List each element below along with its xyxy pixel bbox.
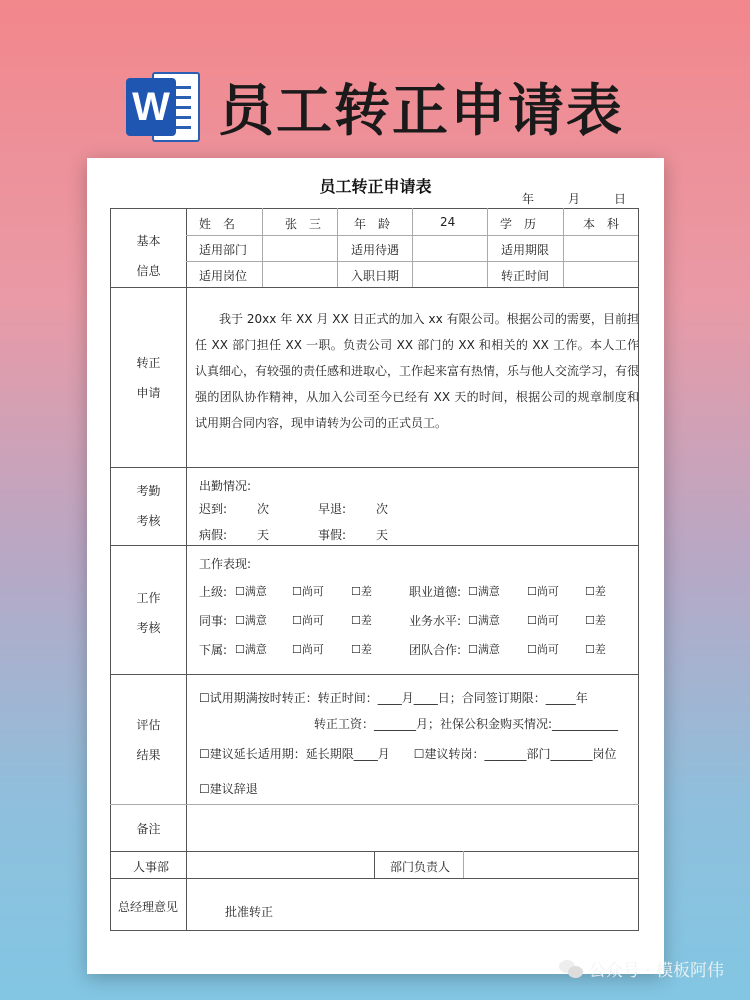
join-date-label: 入职日期 [351,269,400,283]
education-value: 本 科 [583,217,620,231]
option-acceptable[interactable]: ☐尚可 [292,585,324,598]
section-application: 转正 申请 [136,356,161,400]
option-poor[interactable]: ☐差 [585,614,606,627]
option-satisfied[interactable]: ☐满意 [468,585,500,598]
option-poor[interactable]: ☐差 [585,643,606,656]
eval-salary: 转正工资：_______月；社保公积金购买情况:___________ [314,717,619,731]
dept-head-label: 部门负责人 [390,860,451,874]
section-evaluation: 评估 结果 [136,718,161,762]
work-heading: 工作表现: [199,557,252,571]
section-basic: 基本 信息 [136,234,161,278]
banner [0,62,750,152]
eval-extend[interactable]: ☐建议延长适用期：延长期限____月 ☐建议转岗：_______部门_______岗位 [199,747,617,761]
sick-unit: 天 [257,528,270,542]
period-label: 适用期限 [501,243,550,257]
application-text: 我于 20xx 年 XX 月 XX 日正式的加入 xx 有限公司。根据公司的需要，目前担任 XX 部门担任 XX 一职。负责公司 XX 部门的 XX 和相关的 XX 工作。本人工作认真细心，有较强的责任感和进取心，工作起来富有热情，乐与他人交流学习，有很强的团队协作精神，从加入公司至今已经有 XX 天的时间，根据公司的规章制度和试用期合同内容，现申请转为公司的正式员工。 [195,312,640,430]
gm-label: 总经理意见 [118,900,179,914]
dept-label: 适用部门 [199,243,248,257]
remarks-label: 备注 [136,822,161,836]
option-satisfied[interactable]: ☐满意 [235,643,267,656]
option-acceptable[interactable]: ☐尚可 [527,614,559,627]
post-label: 适用岗位 [199,269,248,283]
footer-watermark: 公众号 · 模板阿伟 [559,956,724,981]
late-unit: 次 [257,502,270,516]
date-line: 年 月 日 [521,192,626,206]
benefit-label: 适用待遇 [351,243,400,257]
option-poor[interactable]: ☐差 [585,585,606,598]
word-doc-icon: W [126,68,204,146]
option-poor[interactable]: ☐差 [351,614,372,627]
section-work: 工作 考核 [136,591,161,635]
late-label: 迟到: [199,502,228,516]
age-label: 年 龄 [354,217,391,231]
early-label: 早退: [318,502,347,516]
option-satisfied[interactable]: ☐满意 [235,585,267,598]
wechat-icon [559,957,583,981]
banner-title: 员工转正申请表 [218,79,624,144]
option-satisfied[interactable]: ☐满意 [468,643,500,656]
section-attendance: 考勤 考核 [136,484,161,528]
sick-label: 病假: [199,528,228,542]
form-paper: 员工转正申请表 年 月 日 基本 信息 姓 名 张 三 年 龄 24 学 历 本 科 适用部门 适用待遇 适用期限 适用岗位 入职日期 转正时间 转正 申请 我于 20xx 年 XX 月 XX 日正式的加入 xx 有限公司。根据公司的需要，目前担任 XX 部门担任 XX 一职。负责公司 XX 部门的 XX 和相关的 XX 工作。本人工作认真细心，有较强的责任感和进取心，工作起来富有热情，乐与他人交流学习，有很强的团队协作精神，从加入公司至今已经有 XX 天的时间，根据公司的规章制度和试用期合同内容，现申请转为公司的正式员工。 考勤 考核 出勤情况: 迟到: 次 早退: 次 病假: 天 事假: 天 工作 考核 工作表现: 上级: ☐满意 ☐尚可 ☐差 职业道德: ☐满意 ☐尚可 ☐差 同事: ☐满意 ☐尚可 ☐差 业务水平: ☐满意 ☐尚可 ☐差 下属: ☐满意 ☐尚可 ☐差 团队合作: ☐满意 ☐尚可 ☐差 评估 结果 ☐试用期满按时转正：转正时间：____月____日；合同签订期限：_____年 转正工资：_______月；社保公积金购买情况:___________ ☐建议延长适用期：延长期限____月 ☐建议转岗：_______部门_______岗位 ☐建议辞退 备注 人事部 部门负责人 总经理意见 批准转正 [87,158,664,974]
eval-dismiss[interactable]: ☐建议辞退 [199,782,258,796]
personal-leave-unit: 天 [376,528,389,542]
hr-label: 人事部 [133,860,170,874]
name-label: 姓 名 [199,217,236,231]
eval-on-time[interactable]: ☐试用期满按时转正：转正时间：____月____日；合同签订期限：_____年 [199,691,588,705]
education-label: 学 历 [500,217,537,231]
age-value: 24 [440,215,456,229]
option-satisfied[interactable]: ☐满意 [235,614,267,627]
attendance-heading: 出勤情况: [199,479,252,493]
regular-time-label: 转正时间 [501,269,550,283]
option-acceptable[interactable]: ☐尚可 [292,614,324,627]
option-acceptable[interactable]: ☐尚可 [527,585,559,598]
personal-leave-label: 事假: [318,528,347,542]
gm-opinion: 批准转正 [225,905,274,919]
early-unit: 次 [376,502,389,516]
form-title: 员工转正申请表 [319,177,432,196]
option-acceptable[interactable]: ☐尚可 [292,643,324,656]
option-acceptable[interactable]: ☐尚可 [527,643,559,656]
option-poor[interactable]: ☐差 [351,643,372,656]
option-poor[interactable]: ☐差 [351,585,372,598]
name-value: 张 三 [285,217,322,231]
option-satisfied[interactable]: ☐满意 [468,614,500,627]
